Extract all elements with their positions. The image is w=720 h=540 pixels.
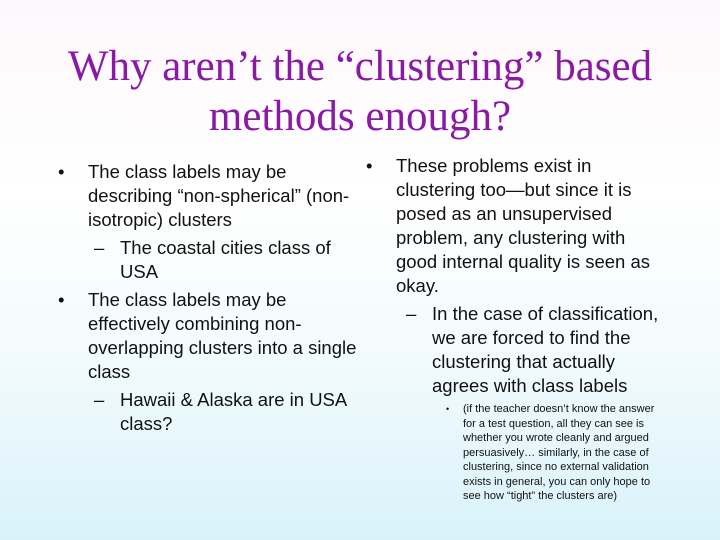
dash-icon: – <box>94 237 105 258</box>
bullet-icon: • <box>58 289 65 310</box>
right-bullet-1-text: These problems exist in clustering too—but since it is posed as an unsupervised problem, any clustering with good internal quality is seen as okay. <box>396 155 651 296</box>
slide-title-line-1: Why aren’t the “clustering” based <box>67 43 653 90</box>
left-bullet-2-text: The class labels may be effectively combining non-overlapping clusters into a single class <box>88 289 357 382</box>
slide-title <box>20 42 700 142</box>
right-bullet-1 <box>366 154 666 298</box>
dash-icon: – <box>94 389 105 410</box>
small-bullet-icon: • <box>446 404 450 414</box>
left-bullet-2 <box>58 288 358 384</box>
right-column <box>366 154 666 504</box>
dash-icon: – <box>406 303 417 324</box>
bullet-icon: • <box>58 161 65 182</box>
left-column <box>58 160 358 440</box>
left-bullet-2-sub-1 <box>58 388 358 436</box>
bullet-icon: • <box>366 155 373 176</box>
right-bullet-1-sub-1-text: In the case of classification, we are forced to find the clustering that actually agrees with class labels <box>432 303 659 396</box>
left-bullet-1 <box>58 160 358 232</box>
left-bullet-2-sub-1-text: Hawaii & Alaska are in USA class? <box>120 389 347 434</box>
right-bullet-1-sub-1-sub-1 <box>366 402 666 504</box>
right-bullet-1-sub-1-sub-1-text: (if the teacher doesn’t know the answer for a test question, all they can see is whether you wrote cleanly and argued persuasively… similarly, in the case of clustering, since no external validation exists in general, you can only hope to see how “tight” the clusters are) <box>463 403 655 502</box>
slide-title-line-2: methods enough? <box>208 93 512 140</box>
left-bullet-1-sub-1-text: The coastal cities class of USA <box>120 237 331 282</box>
right-bullet-1-sub-1 <box>366 302 666 398</box>
left-bullet-1-sub-1 <box>58 236 358 284</box>
left-bullet-1-text: The class labels may be describing “non-spherical” (non-isotropic) clusters <box>88 161 350 230</box>
